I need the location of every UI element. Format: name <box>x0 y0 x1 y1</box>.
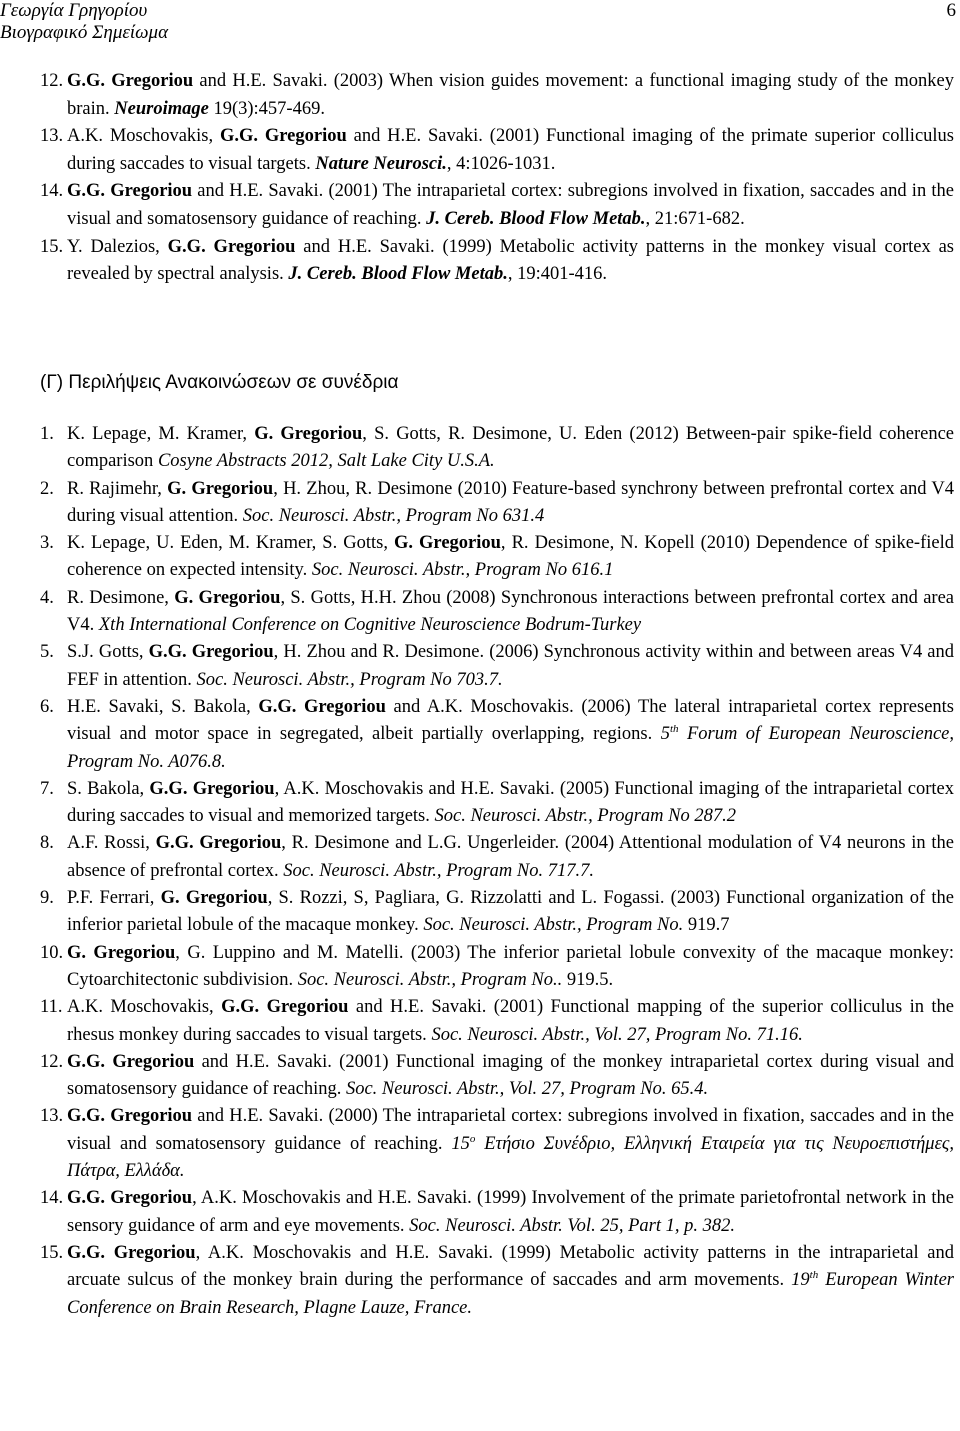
reference-entry <box>40 1240 954 1322</box>
entry-number: 14. <box>40 181 64 202</box>
conference-abstracts-list <box>40 421 954 1322</box>
reference-entry <box>40 1103 954 1185</box>
entry-text: , 4:1026-1031. <box>446 153 556 174</box>
reference-entry <box>40 1049 954 1104</box>
entry-number: 8. <box>40 833 54 854</box>
entry-text: ο <box>469 1132 476 1145</box>
reference-entry <box>40 421 954 476</box>
entry-text: and H.E. Savaki. (2003) When vision guides movement: a functional imaging study of the monkey brain. <box>67 71 954 119</box>
entry-text: and H.E. Savaki. (2000) The intraparietal cortex: subregions involved in fixation, saccades and in the visual and somatosensory guidance of reaching. <box>67 1106 954 1154</box>
entry-text: Soc. Neurosci. Abstr., Program No 703.7. <box>196 669 503 690</box>
entry-number: 12. <box>40 1051 64 1072</box>
reference-entry <box>40 585 954 640</box>
entry-text: , R. Desimone and L.G. Ungerleider. (2004) Attentional modulation of V4 neurons in the absence of prefrontal cortex. <box>67 833 955 881</box>
entry-text: 919.5. <box>562 969 614 990</box>
section-title: (Γ) Περιλήψεις Ανακοινώσεων σε συνέδρια <box>40 372 399 393</box>
entry-number: 13. <box>40 1106 64 1127</box>
entry-number: 12. <box>40 71 64 91</box>
reference-entry <box>40 178 954 233</box>
reference-entry <box>40 885 954 940</box>
entry-text: G.G. Gregoriou <box>67 1242 196 1263</box>
entry-text: G.G. Gregoriou <box>149 778 275 799</box>
entry-text: G. Gregoriou <box>394 533 501 554</box>
entry-text: European Winter Conference on Brain Research, Plagne Lauze, France. <box>67 1270 954 1318</box>
reference-entry <box>40 68 954 123</box>
entry-number: 4. <box>40 587 54 608</box>
entry-text: , S. Rozzi, S, Pagliara, G. Rizzolatti and L. Fogassi. (2003) Functional organization of the inferior parietal lobule of the macaque monkey. <box>67 888 954 936</box>
entry-text: Soc. Neurosci. Abstr., Program No.. <box>297 969 563 990</box>
entry-text: Soc. Neurosci. Abstr., Program No. <box>423 915 684 936</box>
entry-text: Soc. Neurosci. Abstr., Vol. 27, Program No. 71.16. <box>431 1024 803 1045</box>
entry-text: Ετήσιο Συνέδριο, Ελληνική Εταιρεία για τις Νευροεπιστήμες, Πάτρα, Ελλάδα. <box>67 1133 954 1182</box>
entry-text: G.G. Gregoriou <box>67 181 193 202</box>
entry-text: , S. Gotts, R. Desimone, U. Eden (2012) Between-pair spike-field coherence comparison <box>67 424 954 472</box>
entry-text: and H.E. Savaki. (1999) Metabolic activity patterns in the monkey visual cortex as revealed by spectral analysis. <box>67 236 954 285</box>
entry-text: G.G. Gregoriou <box>67 1106 193 1127</box>
reference-entry <box>40 940 954 995</box>
entry-text: R. Rajimehr, <box>67 478 168 499</box>
document-subtitle: Βιογραφικό Σημείωμα <box>0 22 169 43</box>
page-header <box>0 0 168 44</box>
entry-text: th <box>809 1269 819 1282</box>
entry-text: G. Gregoriou <box>174 587 281 608</box>
entry-text: A.F. Rossi, <box>67 833 156 854</box>
entry-number: 3. <box>40 533 54 554</box>
entry-number: 6. <box>40 696 54 717</box>
entry-text: and H.E. Savaki. (2001) Functional mapping of the superior colliculus in the rhesus monkey during saccades to visual targets. <box>67 997 954 1045</box>
entry-text: 19(3):457-469. <box>208 98 325 119</box>
entry-text: Xth International Conference on Cognitive Neuroscience Bodrum-Turkey <box>98 615 642 636</box>
entry-text: J. Cereb. Blood Flow Metab. <box>426 208 646 229</box>
reference-entry <box>40 776 954 831</box>
entry-number: 14. <box>40 1188 64 1209</box>
entry-text: P.F. Ferrari, <box>67 888 161 909</box>
reference-entry <box>40 123 954 178</box>
entry-text: 919.7 <box>683 915 730 936</box>
entry-number: 11. <box>40 997 63 1018</box>
entry-number: 1. <box>40 424 54 444</box>
entry-text: 15 <box>451 1133 470 1154</box>
reference-entry <box>40 476 954 531</box>
entry-number: 5. <box>40 642 54 663</box>
entry-text: and H.E. Savaki. (2001) Functional imaging of the monkey intraparietal cortex during visual and somatosensory guidance of reaching. <box>67 1051 954 1100</box>
entry-text: S.J. Gotts, <box>67 642 149 663</box>
entry-text: Soc. Neurosci. Abstr., Program No 287.2 <box>434 806 736 827</box>
entry-text: , A.K. Moschovakis and H.E. Savaki. (1999) Metabolic activity patterns in the intraparietal and arcuate sulcus of the monkey brain during the performance of saccades and arm movements. <box>67 1242 954 1291</box>
entry-text: G. Gregoriou <box>254 424 363 444</box>
entry-text: S. Bakola, <box>67 778 150 799</box>
entry-text: and H.E. Savaki. (2001) Functional imaging of the primate superior colliculus during saccades to visual targets. <box>67 126 954 174</box>
entry-number: 15. <box>40 236 64 257</box>
entry-number: 15. <box>40 1242 64 1263</box>
entry-text: Y. Dalezios, <box>67 236 168 257</box>
entry-text: G.G. Gregoriou <box>167 236 296 257</box>
entry-text: G. Gregoriou <box>167 478 274 499</box>
entry-text: Soc. Neurosci. Abstr., Vol. 27, Program No. 65.4. <box>345 1079 709 1100</box>
entry-text: A.K. Moschovakis, <box>67 997 222 1018</box>
entry-text: G. Gregoriou <box>160 888 268 909</box>
publications-list <box>40 68 954 289</box>
entry-text: R. Desimone, <box>67 587 175 608</box>
entry-number: 2. <box>40 478 54 499</box>
entry-text: 19 <box>791 1270 810 1291</box>
author-name: Γεωργία Γρηγορίου <box>0 0 148 21</box>
entry-text: , S. Gotts, H.H. Zhou (2008) Synchronous interactions between prefrontal cortex and area V4. <box>67 587 954 636</box>
entry-text: G.G. Gregoriou <box>148 642 274 663</box>
entry-text: , A.K. Moschovakis and H.E. Savaki. (1999) Involvement of the primate parietofrontal network in the sensory guidance of arm and eye movements. <box>67 1188 954 1236</box>
reference-entry <box>40 994 954 1049</box>
reference-entry <box>40 694 954 776</box>
entry-number: 13. <box>40 126 64 147</box>
entry-text: Soc. Neurosci. Abstr., Program No. 717.7. <box>283 860 594 881</box>
entry-text: G. Gregoriou <box>67 942 176 963</box>
entry-text: G.G. Gregoriou <box>221 997 349 1018</box>
entry-text: , A.K. Moschovakis and H.E. Savaki. (2005) Functional imaging of the intraparietal cortex during saccades to visual and memorized targets. <box>67 778 954 827</box>
entry-text: G.G. Gregoriou <box>155 833 282 854</box>
entry-text: , 19:401-416. <box>507 264 608 285</box>
reference-entry <box>40 639 954 694</box>
entry-text: , H. Zhou and R. Desimone. (2006) Synchronous activity within and between areas V4 and FEF in attention. <box>67 642 954 690</box>
entry-text: J. Cereb. Blood Flow Metab. <box>288 264 508 285</box>
entry-text: and A.K. Moschovakis. (2006) The lateral intraparietal cortex represents visual and motor space in segregated, albeit partially overlapping, regions. <box>67 696 955 745</box>
entry-text: and H.E. Savaki. (2001) The intraparietal cortex: subregions involved in fixation, saccades and in the visual and somatosensory guidance of reaching. <box>67 181 954 229</box>
entry-text: Soc. Neurosci. Abstr., Program No 631.4 <box>242 505 545 526</box>
entry-text: G.G. Gregoriou <box>67 71 194 91</box>
entry-text: Soc. Neurosci. Abstr. Vol. 25, Part 1, p. 382. <box>409 1215 735 1236</box>
entry-text: G.G. Gregoriou <box>219 126 347 147</box>
entry-text: th <box>669 723 679 736</box>
entry-text: 5 <box>660 724 670 745</box>
entry-text: Soc. Neurosci. Abstr., Program No 616.1 <box>311 560 614 581</box>
entry-text: , 21:671-682. <box>645 208 745 229</box>
entry-text: Cosyne Abstracts 2012, Salt Lake City U.S.A. <box>157 451 495 472</box>
page-number: 6 <box>946 0 956 21</box>
entry-text: K. Lepage, M. Kramer, <box>67 424 255 444</box>
entry-text: , R. Desimone, N. Kopell (2010) Dependence of spike-field coherence on expected intensity. <box>67 533 954 581</box>
entry-text: K. Lepage, U. Eden, M. Kramer, S. Gotts, <box>67 533 394 554</box>
entry-text: , H. Zhou, R. Desimone (2010) Feature-based synchrony between prefrontal cortex and V4 during visual attention. <box>67 478 954 526</box>
entry-text: G.G. Gregoriou <box>67 1188 193 1209</box>
entry-text: H.E. Savaki, S. Bakola, <box>67 696 259 717</box>
entry-text: Nature Neurosci. <box>315 153 447 174</box>
entry-text: Forum of European Neuroscience, Program No. A076.8. <box>67 724 955 772</box>
entry-text: G.G. Gregoriou <box>67 1051 195 1072</box>
entry-number: 10. <box>40 942 64 963</box>
reference-entry <box>40 530 954 585</box>
reference-entry <box>40 234 954 289</box>
entry-number: 9. <box>40 888 54 909</box>
entry-text: , G. Luppino and M. Matelli. (2003) The inferior parietal lobule convexity of the macaque monkey: Cytoarchitectonic subdivision. <box>67 942 954 990</box>
reference-entry <box>40 1185 954 1240</box>
reference-entry <box>40 830 954 885</box>
entry-text: A.K. Moschovakis, <box>67 126 220 147</box>
entry-text: Neuroimage <box>114 98 209 119</box>
entry-number: 7. <box>40 778 54 799</box>
entry-text: G.G. Gregoriou <box>258 696 386 717</box>
